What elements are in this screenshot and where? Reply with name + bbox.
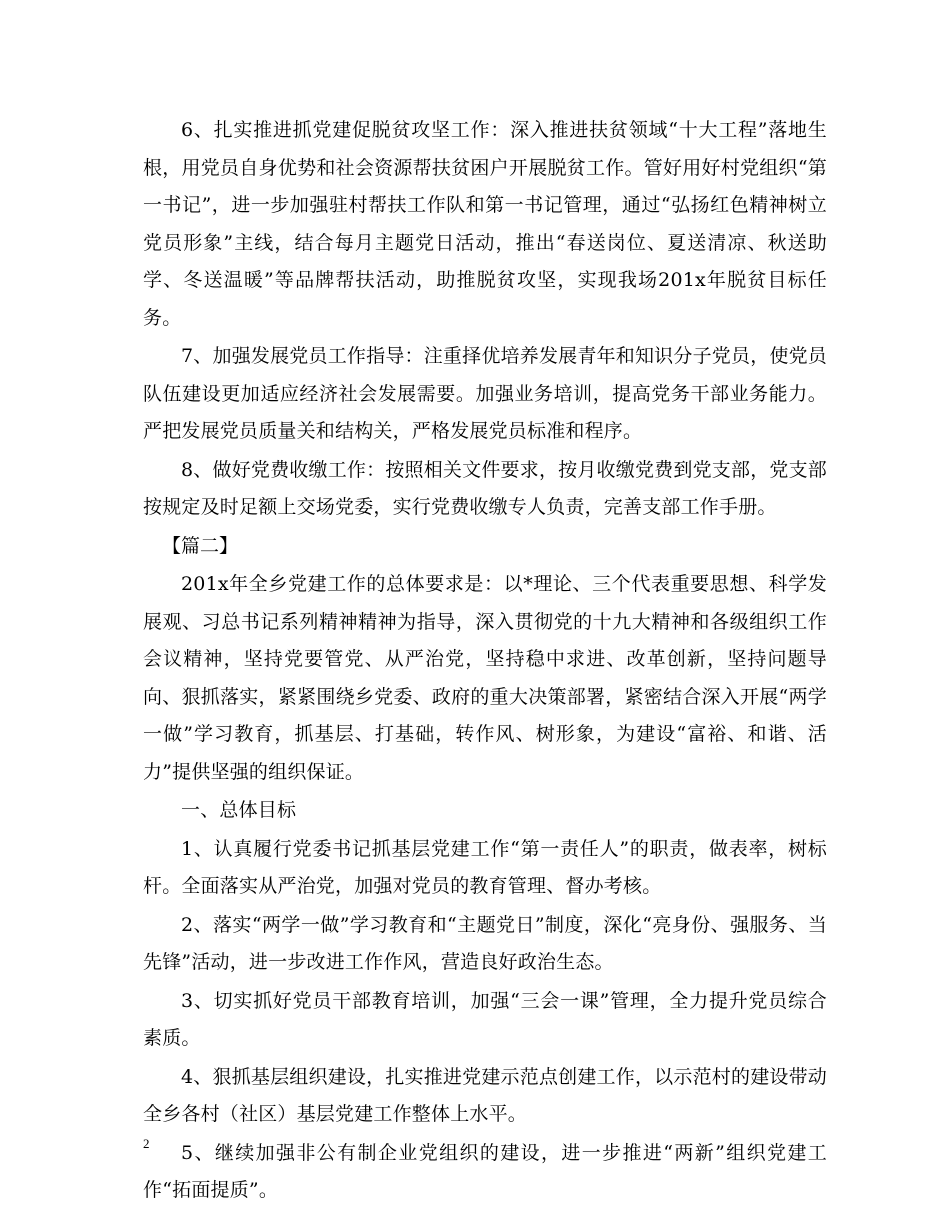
goal-item-4: 4、狠抓基层组织建设，扎实推进党建示范点创建工作，以示范村的建设带动全乡各村（社区）基层党建工作整体上水平。 xyxy=(143,1065,827,1125)
goal-item-5: 5、继续加强非公有制企业党组织的建设，进一步推进“两新”组织党建工作“拓面提质”。 xyxy=(143,1141,827,1201)
paragraph-general-requirements: 201x年全乡党建工作的总体要求是：以*理论、三个代表重要思想、科学发展观、习总书记系列精神精神为指导，深入贯彻党的十九大精神和各级组织工作会议精神，坚持党要管党、从严治党，坚持稳中求进、改革创新，坚持问题导向、狠抓落实，紧紧围绕乡党委、政府的重大决策部署，紧密结合深入开展“两学一做”学习教育，抓基层、打基础，转作风、树形象，为建设“富裕、和谐、活力”提供坚强的组织保证。 xyxy=(143,573,827,783)
goal-item-3: 3、切实抓好党员干部教育培训，加强“三会一课”管理，全力提升党员综合素质。 xyxy=(143,989,827,1049)
document-body xyxy=(143,112,827,1211)
section-title: 【篇二】 xyxy=(162,534,239,557)
goal-item-1: 1、认真履行党委书记抓基层党建工作“第一责任人”的职责，做表率，树标杆。全面落实从严治党，加强对党员的教育管理、督办考核。 xyxy=(143,837,827,897)
paragraph-item-7: 7、加强发展党员工作指导：注重择优培养发展青年和知识分子党员，使党员队伍建设更加适应经济社会发展需要。加强业务培训，提高党务干部业务能力。严把发展党员质量关和结构关，严格发展党员标准和程序。 xyxy=(143,345,827,442)
paragraph-item-8: 8、做好党费收缴工作：按照相关文件要求，按月收缴党费到党支部，党支部按规定及时足额上交场党委，实行党费收缴专人负责，完善支部工作手册。 xyxy=(143,458,827,518)
goal-item-2: 2、落实“两学一做”学习教育和“主题党日”制度，深化“亮身份、强服务、当先锋”活动，进一步改进工作作风，营造良好政治生态。 xyxy=(143,913,827,973)
paragraph-item-6: 6、扎实推进抓党建促脱贫攻坚工作：深入推进扶贫领域“十大工程”落地生根，用党员自身优势和社会资源帮扶贫困户开展脱贫工作。管好用好村党组织“第一书记”，进一步加强驻村帮扶工作队和第一书记管理，通过“弘扬红色精神树立党员形象”主线，结合每月主题党日活动，推出“春送岗位、夏送清凉、秋送助学、冬送温暖”等品牌帮扶活动，助推脱贫攻坚，实现我场201x年脱贫目标任务。 xyxy=(143,119,827,329)
subheading-overall-goals: 一、总体目标 xyxy=(181,799,297,821)
page-number: 2 xyxy=(143,1136,150,1151)
